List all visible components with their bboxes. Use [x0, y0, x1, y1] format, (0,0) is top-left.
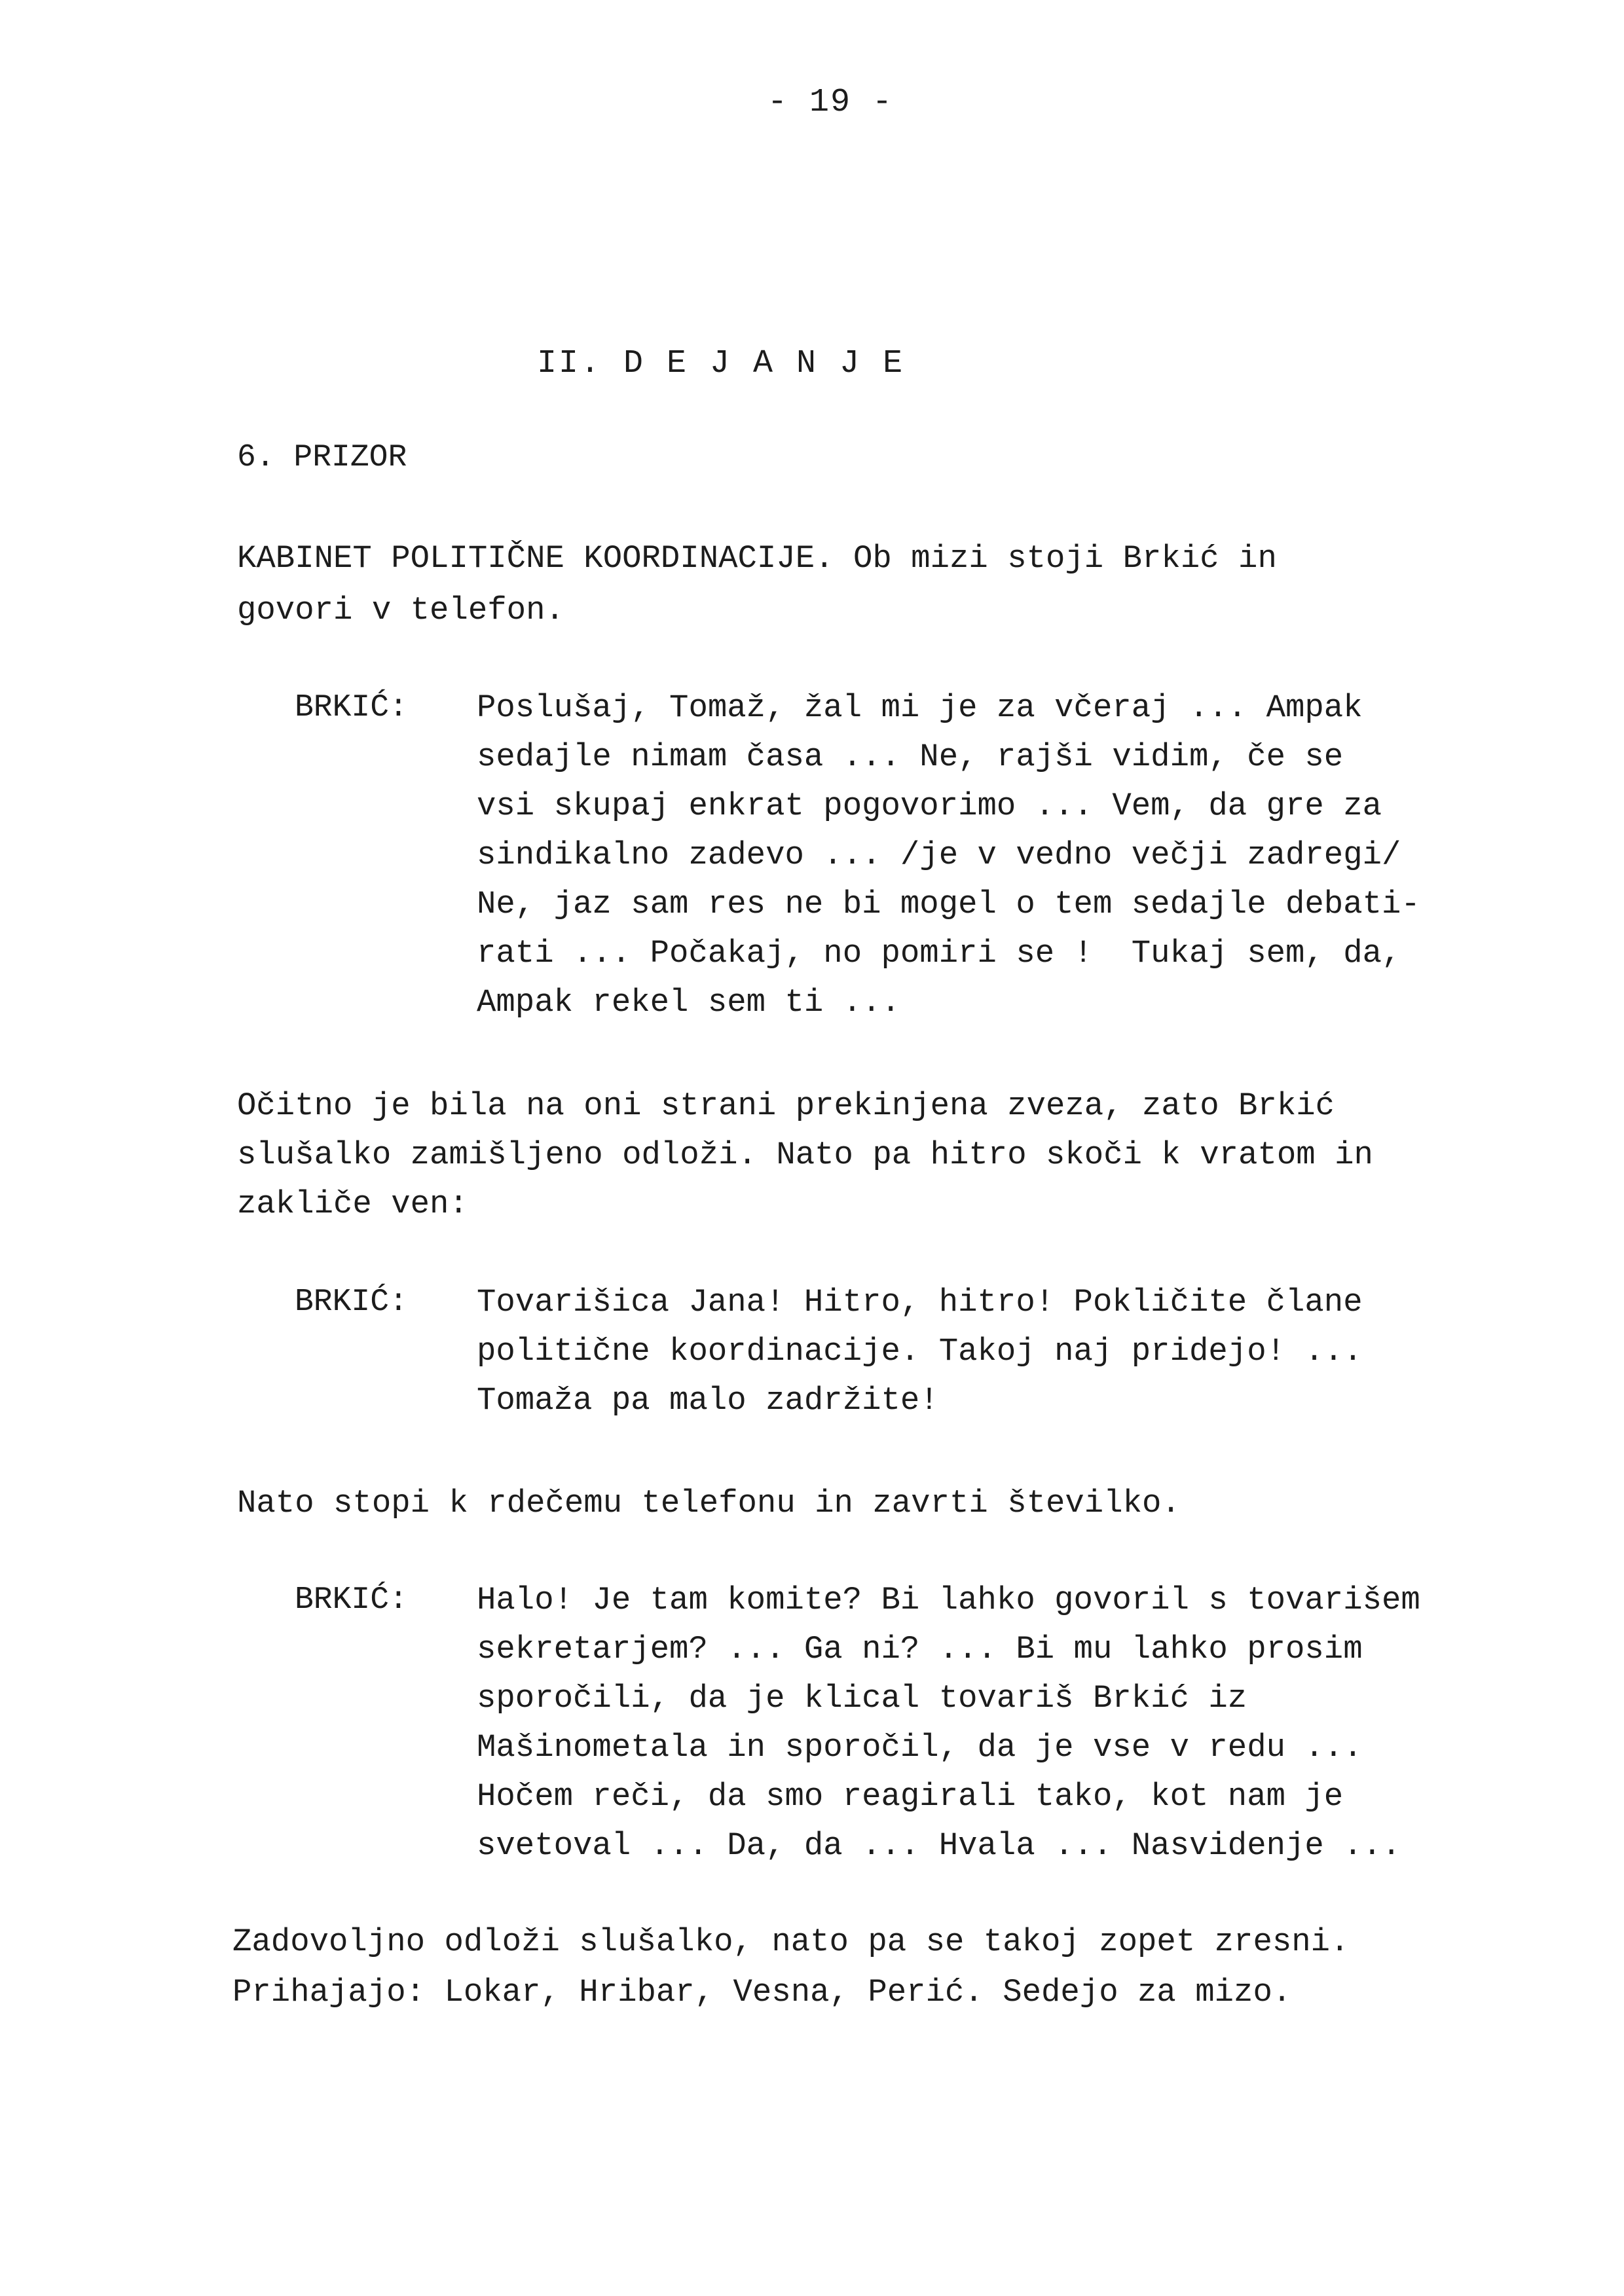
- dialogue-line: politične koordinacije. Takoj naj pridejo! ...: [477, 1333, 1363, 1370]
- stage-direction-line: zakliče ven:: [237, 1186, 468, 1222]
- dialogue-line: vsi skupaj enkrat pogovorimo ... Vem, da gre za: [477, 788, 1382, 824]
- dialogue-line: sekretarjem? ... Ga ni? ... Bi mu lahko prosim: [477, 1631, 1363, 1667]
- dialogue-line: Hočem reči, da smo reagirali tako, kot nam je: [477, 1778, 1344, 1815]
- dialogue-line: Mašinometala in sporočil, da je vse v redu ...: [477, 1729, 1363, 1766]
- dialogue-line: Poslušaj, Tomaž, žal mi je za včeraj ... Ampak: [477, 689, 1363, 726]
- dialogue-line: Ampak rekel sem ti ...: [477, 984, 900, 1021]
- dialogue-line: svetoval ... Da, da ... Hvala ... Nasvidenje ...: [477, 1827, 1401, 1864]
- page-number: - 19 -: [767, 84, 894, 121]
- speaker-label: BRKIĆ:: [295, 1285, 408, 1320]
- dialogue-line: sporočili, da je klical tovariš Brkić iz: [477, 1680, 1247, 1717]
- dialogue-line: Ne, jaz sam res ne bi mogel o tem sedajle debati-: [477, 886, 1420, 922]
- dialogue-line: Tomaža pa malo zadržite!: [477, 1382, 939, 1419]
- dialogue-line: rati ... Počakaj, no pomiri se ! Tukaj sem, da,: [477, 935, 1401, 972]
- dialogue-line: sedajle nimam časa ... Ne, rajši vidim, če se: [477, 738, 1344, 775]
- dialogue-line: Halo! Je tam komite? Bi lahko govoril s tovarišem: [477, 1582, 1420, 1618]
- act-title: II. D E J A N J E: [537, 345, 905, 382]
- stage-direction-line: KABINET POLITIČNE KOORDINACIJE. Ob mizi stoji Brkić in: [237, 540, 1277, 577]
- scene-title: 6. PRIZOR: [237, 440, 407, 475]
- speaker-label: BRKIĆ:: [295, 690, 408, 725]
- speaker-label: BRKIĆ:: [295, 1582, 408, 1618]
- dialogue-line: sindikalno zadevo ... /je v vedno večji zadregi/: [477, 837, 1401, 873]
- stage-direction-line: govori v telefon.: [237, 592, 564, 629]
- stage-direction-line: Prihajajo: Lokar, Hribar, Vesna, Perić. Sedejo za mizo.: [232, 1974, 1292, 2011]
- stage-direction-line: slušalko zamišljeno odloži. Nato pa hitro skoči k vratom in: [237, 1137, 1373, 1173]
- dialogue-line: Tovarišica Jana! Hitro, hitro! Pokličite člane: [477, 1284, 1363, 1321]
- stage-direction-line: Zadovoljno odloži slušalko, nato pa se takoj zopet zresni.: [232, 1923, 1350, 1960]
- stage-direction-line: Očitno je bila na oni strani prekinjena zveza, zato Brkić: [237, 1087, 1335, 1124]
- stage-direction-line: Nato stopi k rdečemu telefonu in zavrti številko.: [237, 1485, 1181, 1522]
